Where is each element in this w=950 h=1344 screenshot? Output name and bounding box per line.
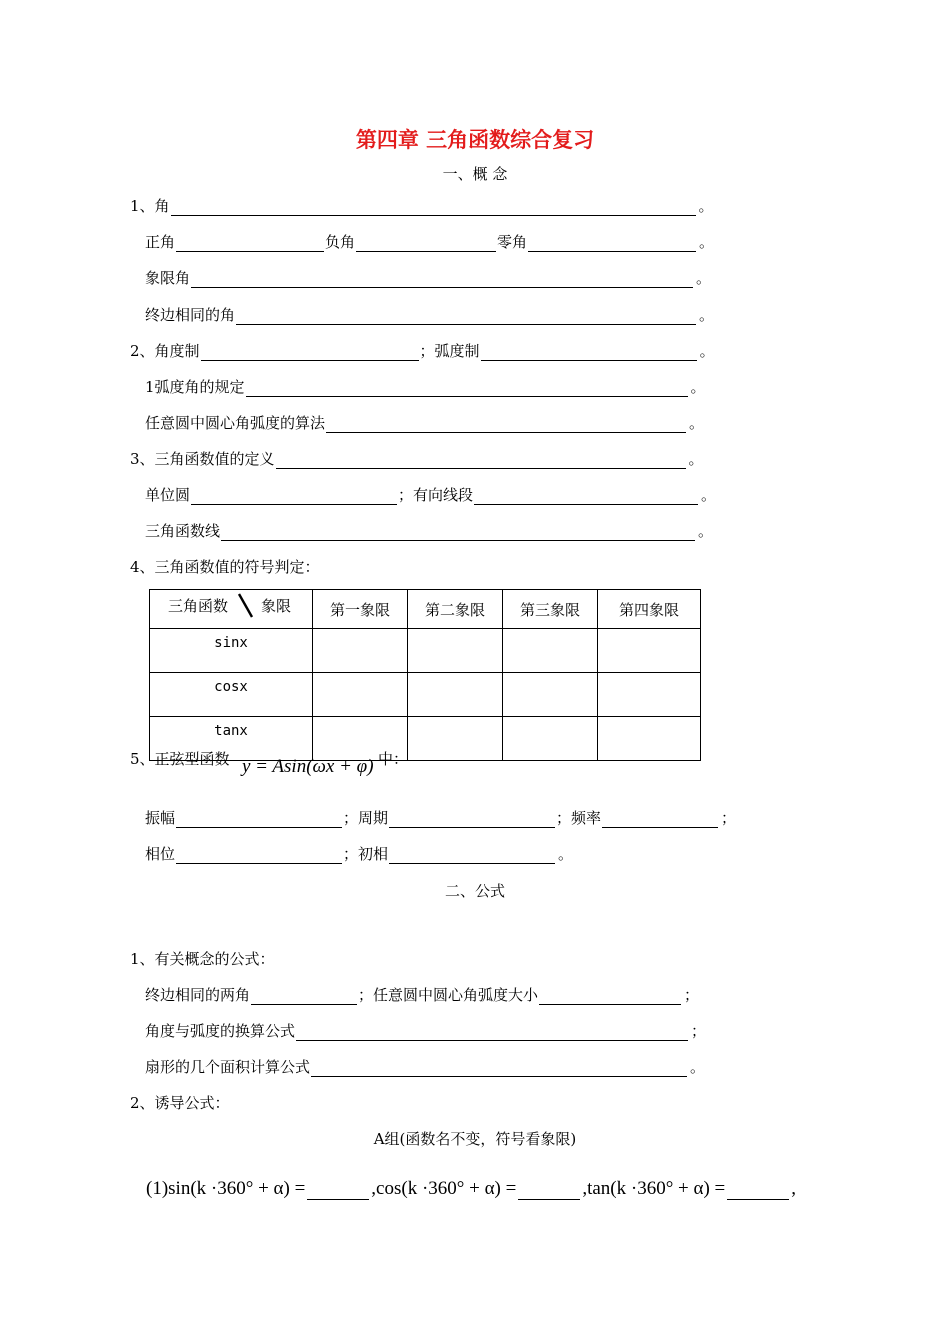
- end-mark: 。: [698, 197, 714, 215]
- end-mark: ；: [684, 986, 700, 1004]
- end-mark: ；: [691, 1022, 707, 1040]
- item-label: 单位圆: [145, 486, 191, 504]
- item-one-radian: [145, 375, 706, 397]
- end-mark: 。: [690, 1058, 706, 1076]
- item-label: 正角: [145, 233, 176, 251]
- end-mark: 。: [701, 486, 717, 504]
- item-label: ；初相: [343, 845, 389, 863]
- section-heading-formulas: 二、公式: [444, 882, 505, 900]
- sine-function-formula: y = Asin(ωx + φ): [242, 756, 374, 777]
- item-label: 振幅: [145, 809, 176, 827]
- item-coterminal-angle: [145, 303, 714, 325]
- table-cell[interactable]: [408, 717, 503, 761]
- item-radian-calc: [145, 411, 704, 433]
- item-sine-function-label: 5、正弦型函数: [130, 750, 230, 768]
- answer-blank[interactable]: [176, 847, 342, 864]
- section-heading-concepts: 一、概 念: [442, 165, 508, 183]
- table-header: 第一象限: [313, 590, 408, 629]
- page-title: 第四章 三角函数综合复习: [355, 127, 595, 152]
- item-label: 终边相同的角: [145, 306, 236, 324]
- item-reduction-formulas: [130, 1091, 230, 1113]
- item-trig-definition: [130, 447, 704, 469]
- table-row: [150, 717, 701, 761]
- formula-sin: (1)sin(k ·360° + α) =: [146, 1178, 306, 1199]
- table-cell[interactable]: [503, 629, 598, 673]
- table-cell[interactable]: [408, 629, 503, 673]
- answer-blank[interactable]: [356, 235, 496, 252]
- answer-blank[interactable]: [176, 235, 324, 252]
- item-label: ；弧度制: [419, 342, 480, 360]
- table-header: 第二象限: [408, 590, 503, 629]
- table-cell[interactable]: [598, 673, 701, 717]
- item-angle: [130, 194, 714, 216]
- end-mark: 。: [699, 306, 715, 324]
- diagonal-divider-icon: [236, 592, 256, 620]
- item-trig-lines: [145, 519, 713, 541]
- formula-cos: ,cos(k ·360° + α) =: [371, 1178, 517, 1199]
- answer-blank[interactable]: [307, 1179, 369, 1200]
- item-label: 扇形的几个面积计算公式: [145, 1058, 311, 1076]
- item-label: 1、有关概念的公式：: [130, 950, 275, 968]
- item-label: 2、诱导公式：: [130, 1094, 230, 1112]
- item-label: 角度与弧度的换算公式: [145, 1022, 296, 1040]
- corner-label-quadrant: 象限: [261, 597, 292, 615]
- answer-blank[interactable]: [474, 488, 698, 505]
- answer-blank[interactable]: [727, 1179, 789, 1200]
- answer-blank[interactable]: [236, 308, 696, 325]
- row-label: tanx: [150, 717, 313, 761]
- table-header: 第四象限: [598, 590, 701, 629]
- answer-blank[interactable]: [201, 344, 419, 361]
- answer-blank[interactable]: [518, 1179, 580, 1200]
- item-label: 象限角: [145, 269, 191, 287]
- answer-blank[interactable]: [171, 199, 696, 216]
- table-cell[interactable]: [598, 629, 701, 673]
- item-label: ；有向线段: [398, 486, 474, 504]
- table-cell[interactable]: [503, 717, 598, 761]
- end-mark: 。: [699, 233, 715, 251]
- answer-blank[interactable]: [481, 344, 697, 361]
- answer-blank[interactable]: [311, 1060, 687, 1077]
- item-label: 相位: [145, 845, 176, 863]
- answer-blank[interactable]: [246, 380, 688, 397]
- end-mark: 。: [690, 378, 706, 396]
- item-phase: [145, 842, 573, 864]
- answer-blank[interactable]: [602, 811, 718, 828]
- item-sign-rule: [130, 555, 320, 577]
- item-label: 1、角: [130, 197, 170, 215]
- table-cell[interactable]: [598, 717, 701, 761]
- item-label: 4、三角函数值的符号判定：: [130, 558, 320, 576]
- item-label: 1弧度角的规定: [145, 378, 245, 396]
- item-angle-units: [130, 339, 715, 361]
- item-unit-circle: [145, 483, 716, 505]
- item-label: 终边相同的两角: [145, 986, 251, 1004]
- answer-blank[interactable]: [528, 235, 696, 252]
- formula-tan: ,tan(k ·360° + α) =: [582, 1178, 726, 1199]
- sine-function-suffix: 中：: [378, 750, 409, 768]
- answer-blank[interactable]: [296, 1024, 688, 1041]
- item-label: 2、角度制: [130, 342, 200, 360]
- item-label: 3、三角函数值的定义: [130, 450, 275, 468]
- item-sector-area: [145, 1055, 705, 1077]
- item-label: 任意圆中圆心角弧度的算法: [145, 414, 326, 432]
- item-label: 零角: [497, 233, 528, 251]
- item-amplitude-period: [145, 806, 736, 828]
- table-cell[interactable]: [313, 673, 408, 717]
- item-label: ；周期: [343, 809, 389, 827]
- item-coterminal-pair: [145, 983, 699, 1005]
- table-header: 第三象限: [503, 590, 598, 629]
- end-mark: 。: [688, 450, 704, 468]
- answer-blank[interactable]: [326, 416, 686, 433]
- corner-label-function: 三角函数: [168, 597, 229, 615]
- table-cell[interactable]: [313, 629, 408, 673]
- answer-blank[interactable]: [389, 811, 555, 828]
- end-mark: 。: [696, 269, 712, 287]
- answer-blank[interactable]: [389, 847, 555, 864]
- answer-blank[interactable]: [276, 452, 686, 469]
- item-label: 负角: [325, 233, 356, 251]
- table-header-row: [150, 590, 701, 629]
- end-mark: 。: [699, 342, 715, 360]
- end-mark: ；: [721, 809, 737, 827]
- item-quadrant-angle: [145, 266, 711, 288]
- end-mark: 。: [558, 845, 574, 863]
- answer-blank[interactable]: [251, 988, 357, 1005]
- table-row: [150, 629, 701, 673]
- answer-blank[interactable]: [176, 811, 342, 828]
- item-label: ；任意圆中圆心角弧度大小: [358, 986, 539, 1004]
- end-mark: 。: [689, 414, 705, 432]
- table-row: [150, 673, 701, 717]
- row-label: cosx: [150, 673, 313, 717]
- answer-blank[interactable]: [191, 271, 693, 288]
- item-angle-types: [145, 230, 714, 252]
- group-a-heading: A组(函数名不变，符号看象限): [373, 1130, 577, 1148]
- end-mark: 。: [698, 522, 714, 540]
- item-label: 三角函数线: [145, 522, 221, 540]
- table-cell[interactable]: [408, 673, 503, 717]
- row-label: sinx: [150, 629, 313, 673]
- formula-line-1: [146, 1174, 796, 1200]
- item-degree-radian-conversion: [145, 1019, 706, 1041]
- item-concept-formulas: [130, 947, 275, 969]
- table-cell[interactable]: [503, 673, 598, 717]
- answer-blank[interactable]: [191, 488, 397, 505]
- end-mark: ,: [791, 1178, 797, 1199]
- answer-blank[interactable]: [539, 988, 681, 1005]
- sign-table: [149, 589, 701, 761]
- item-label: ；频率: [556, 809, 602, 827]
- answer-blank[interactable]: [221, 524, 695, 541]
- table-corner-cell: [150, 590, 313, 629]
